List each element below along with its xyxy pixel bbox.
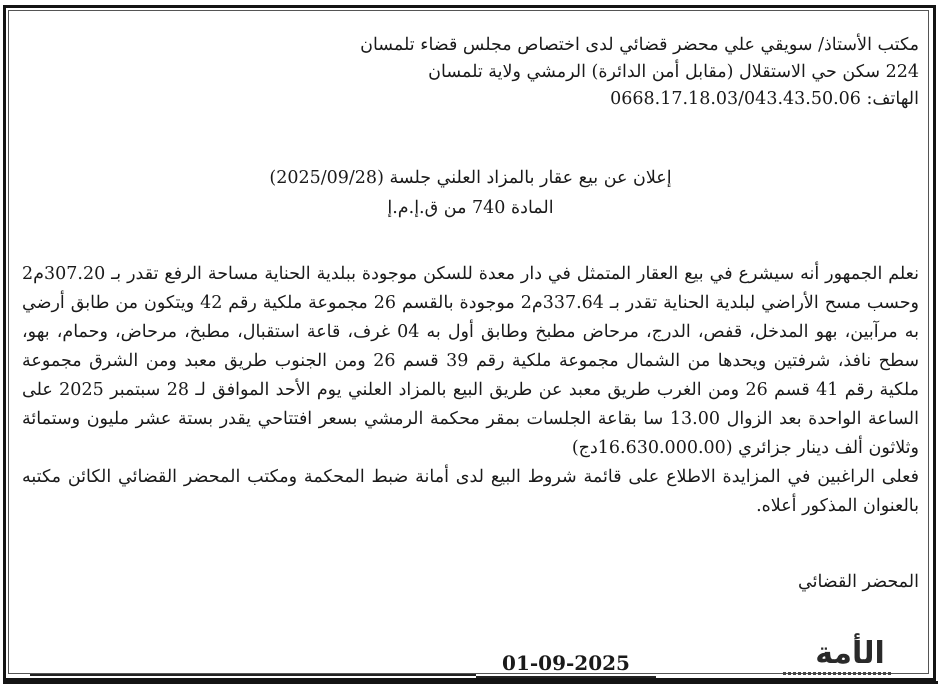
office-name: مكتب الأستاذ/ سويقي علي محضر قضائي لدى اختصاص مجلس قضاء تلمسان — [360, 35, 919, 55]
newspaper-logo: الأمة — [815, 636, 885, 671]
footer-rule — [30, 674, 476, 676]
announcement-title — [0, 163, 941, 223]
office-address: 224 سكن حي الاستقلال (مقابل أمن الدائرة) الرمشي ولاية تلمسان — [428, 62, 919, 82]
office-phone: الهاتف: 0668.17.18.03/043.43.50.06 — [610, 89, 919, 109]
next-article-border — [3, 681, 938, 695]
signature: المحضر القضائي — [797, 572, 919, 592]
title-line: إعلان عن بيع عقار بالمزاد العلني جلسة (2025/09/28) — [269, 168, 672, 188]
announcement-body — [22, 260, 919, 521]
logo-underline — [783, 672, 893, 675]
body-paragraph: نعلم الجمهور أنه سيشرع في بيع العقار المتمثل في دار معدة للسكن موجودة ببلدية الحناية مساحة الرفع تقدر بـ 307.20م2 وحسب مسح الأراضي لبلدية الحناية تقدر بـ 337.64م2 موجودة بالقسم 26 مجموعة ملكية رقم 42 ويتكون من طابق أرضي به مرآبين، بهو المدخل، قفص، الدرج، مرحاض مطبخ وطابق أول به 04 غرف، قاعة استقبال، مطبخ، مرحاض، وحمام، بهو، سطح نافذ، شرفتين ويحدها من الشمال مجموعة ملكية رقم 39 قسم 26 ومن الجنوب طريق معبد ومن الشرق مجموعة ملكية رقم 41 قسم 26 ومن الغرب طريق معبد عن طريق البيع بالمزاد العلني يوم الأحد الموافق لـ 28 سبتمبر 2025 على الساعة الواحدة بعد الزوال 13.00 سا بقاعة الجلسات بمقر محكمة الرمشي بسعر افتتاحي يقدر بستة عشر مليون وستمائة وثلاثون ألف دينار جزائري (16.630.000.00دج) — [22, 264, 920, 458]
body-paragraph: فعلى الراغبين في المزايدة الاطلاع على قائمة شروط البيع لدى أمانة ضبط المحكمة ومكتب المحضر القضائي الكائن مكتبه بالعنوان المذكور أعلاه. — [22, 467, 919, 516]
publication-date: 01-09-2025 — [476, 650, 656, 678]
legal-article: المادة 740 من ق.إ.م.إ — [387, 198, 554, 218]
office-header — [22, 32, 919, 113]
